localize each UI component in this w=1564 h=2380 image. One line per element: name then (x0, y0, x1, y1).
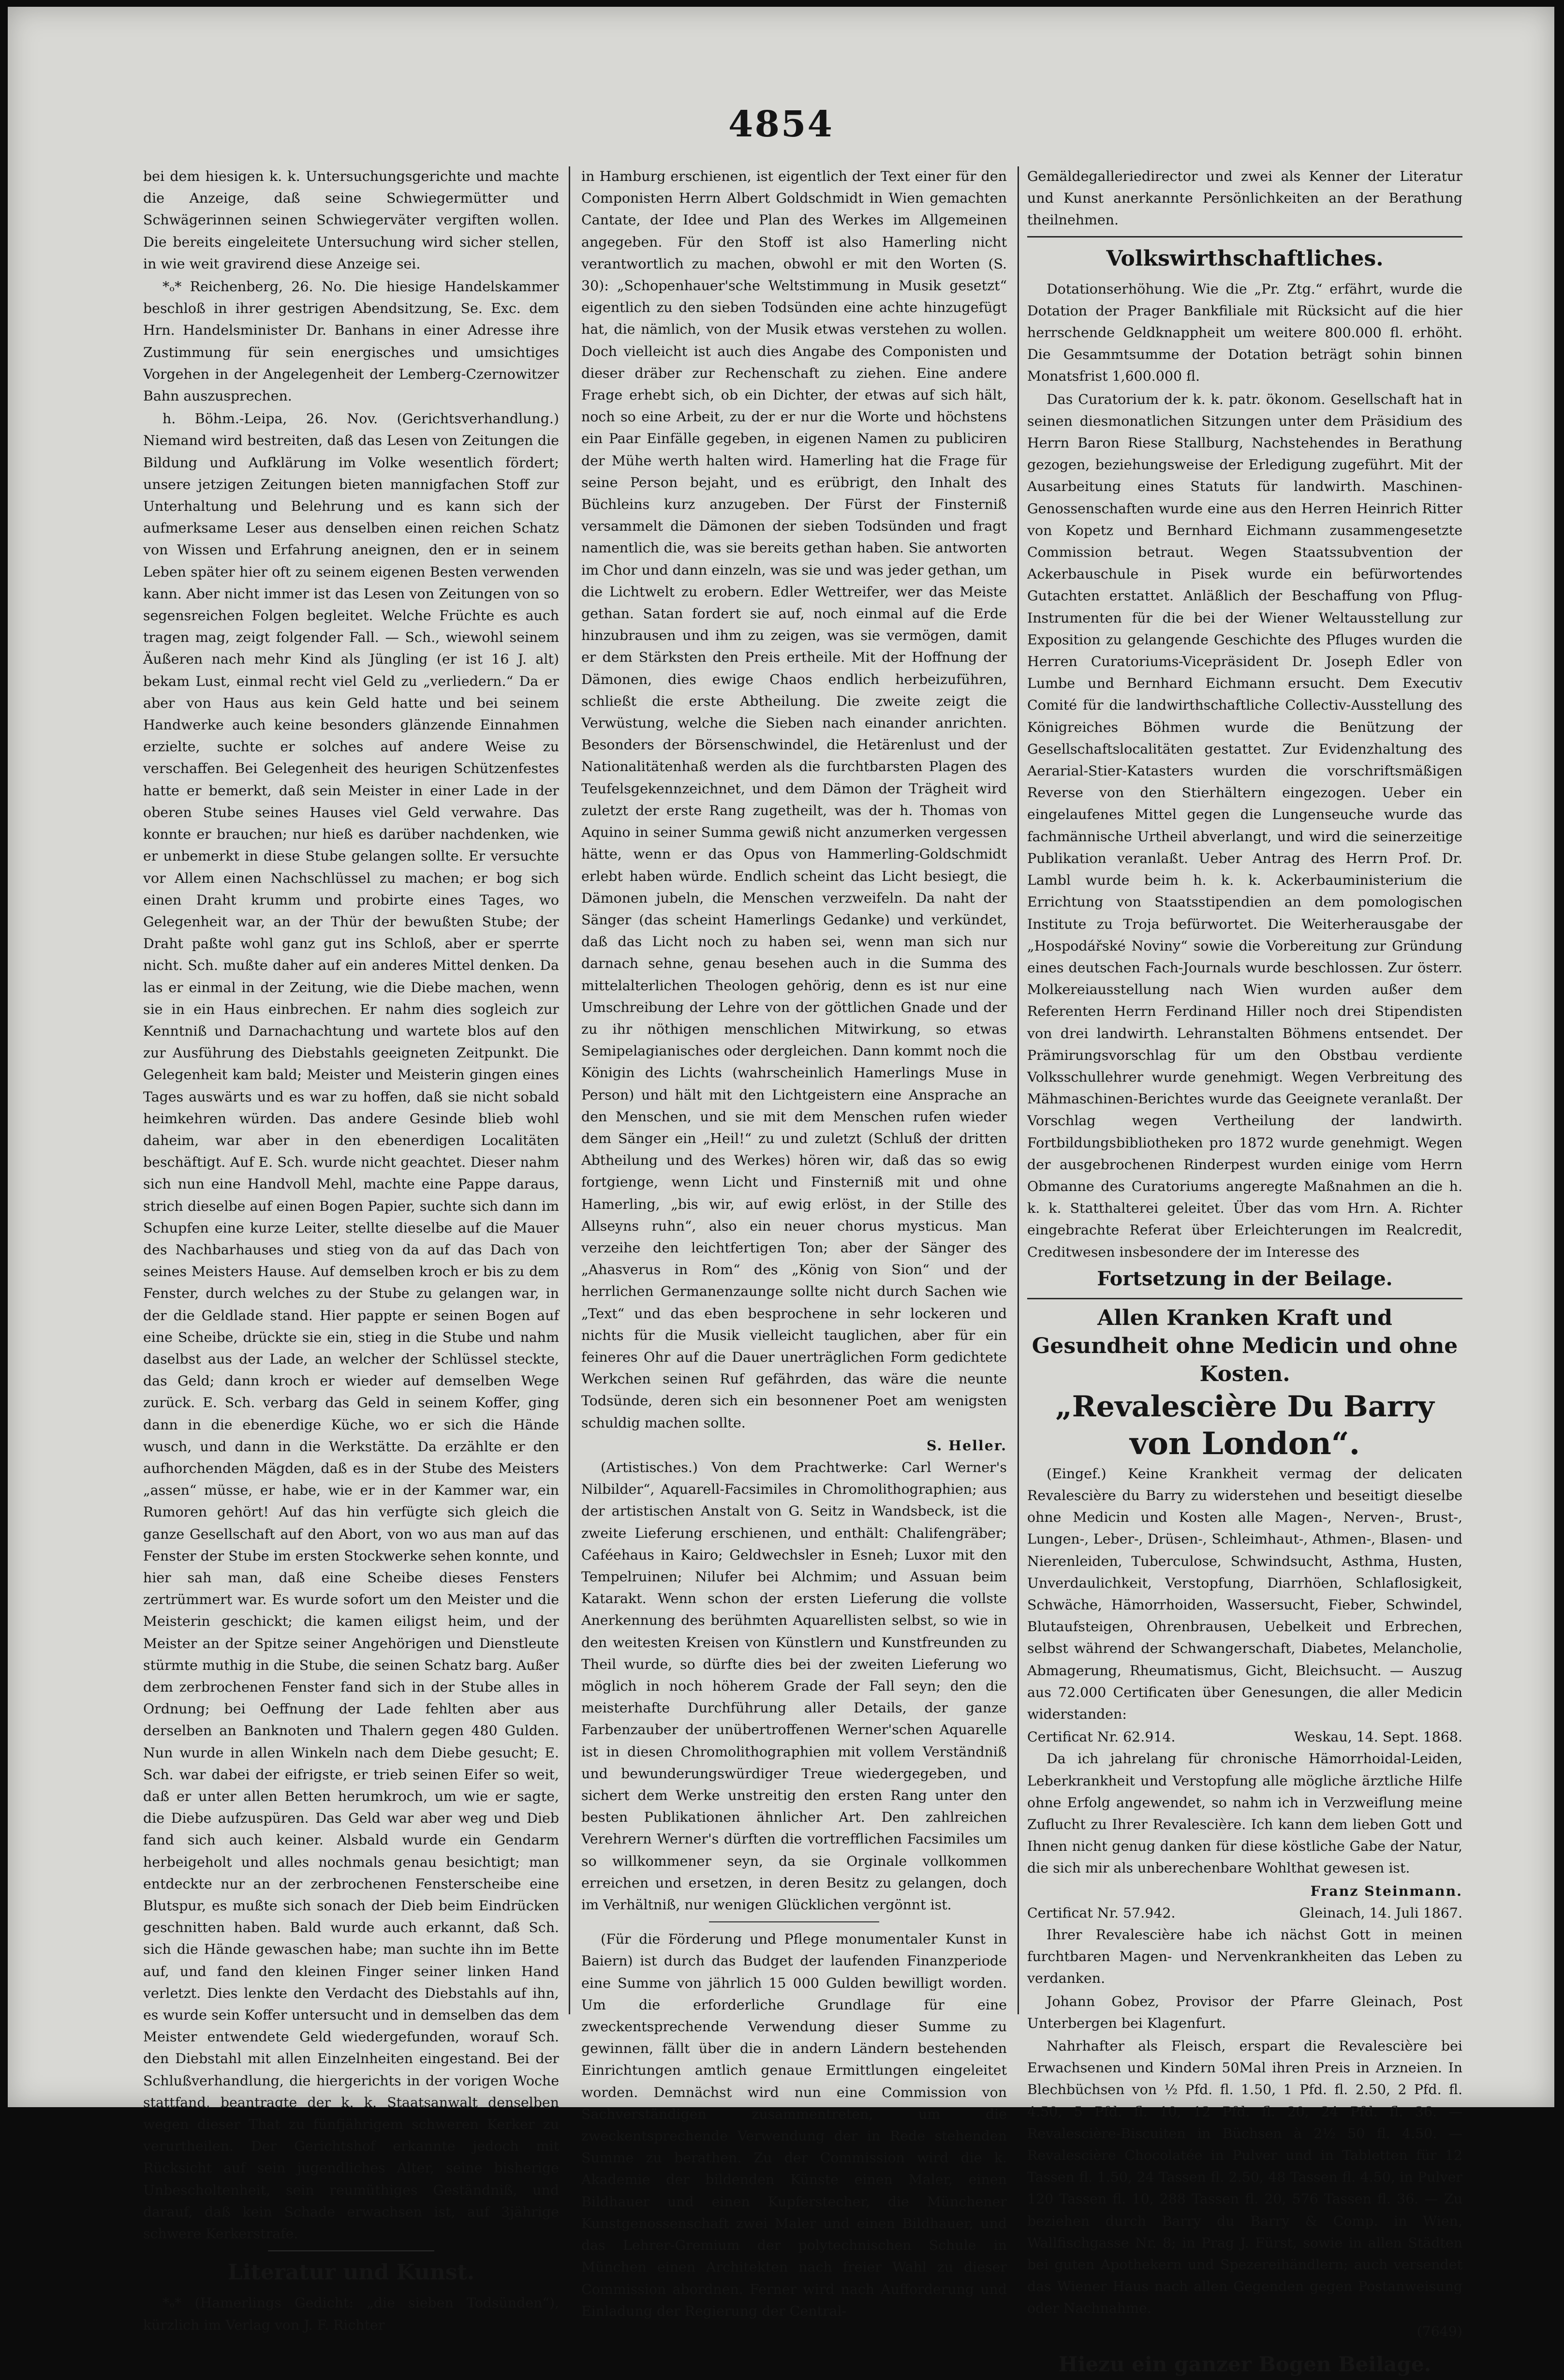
advert-title-line2: von London“. (1130, 1425, 1360, 1462)
section-divider (1027, 236, 1462, 238)
column-1 (143, 165, 559, 2333)
column-divider (569, 166, 570, 2014)
article-boehm-leipa: h. Böhm.-Leipa, 26. Nov. (Gerichtsverhandlung.) Niemand wird bestreiten, daß das Lesen von Zeitungen die Bildung und Aufklärung im Volke wesentlich fördert; unsere jetzigen Zeitungen bieten mannigfachen Stoff zur Unterhaltung und Belehrung und es kann sich der aufmerksame Leser aus denselben einen reichen Schatz von Wissen und Erfahrung aneignen, den er in seinem Leben später hier oft zu seinem eigenen Besten verwenden kann. Aber nicht immer ist das Lesen von Zeitungen von so segensreichen Folgen begleitet. Welche Früchte es auch tragen mag, zeigt folgender Fall. — Sch., wiewohl seinem Äußeren nach mehr Kind als Jüngling (er ist 16 J. alt) bekam Lust, einmal recht viel Geld zu „verliedern.“ Da er aber von Haus aus kein Geld hatte und bei seinem Handwerke auch keine besonders glänzende Einnahmen erzielte, suchte er solches auf andere Weise zu verschaffen. Bei Gelegenheit des heurigen Schützenfestes hatte er bemerkt, daß sein Meister in einer Lade in der oberen Stube seines Hauses viel Geld verwahre. Das konnte er brauchen; nur hieß es darüber nachdenken, wie er unbemerkt in diese Stube gelangen sollte. Er versuchte vor Allem einen Nachschlüssel zu machen; er bog sich einen Draht krumm und probirte eines Tages, wo Gelegenheit war, an der Thür der bewußten Stube; der Draht paßte wohl ganz gut ins Schloß, aber er sperrte nicht. Sch. mußte daher auf ein anderes Mittel denken. Da las er einmal in der Zeitung, wie die Diebe machen, wenn sie in ein Haus einbrechen. Er nahm dies sogleich zur Kenntniß und Darnachachtung und wartete blos auf den zur Ausführung des Diebstahls geeigneten Zeitpunkt. Die Gelegenheit kam bald; Meister und Meisterin gingen eines Tages auswärts und es war zu hoffen, daß sie nicht sobald heimkehren würden. Das andere Gesinde blieb wohl daheim, war aber in den ebenerdigen Localitäten beschäftigt. Auf E. Sch. wurde nicht geachtet. Dieser nahm sich nun eine Handvoll Mehl, machte eine Pappe daraus, strich dieselbe auf einen Bogen Papier, suchte sich dann im Schupfen eine kurze Leiter, stellte dieselbe auf die Mauer des Nachbarhauses und stieg von da auf das Dach von seines Meisters Hause. Auf demselben kroch er bis zu dem Fenster, durch welches zu der Stube zu gelangen war, in der die Geldlade stand. Hier pappte er seinen Bogen auf eine Scheibe, drückte sie ein, stieg in die Stube und nahm daselbst aus der Lade, an welcher der Schlüssel steckte, das Geld; dann kroch er wieder auf demselben Wege zurück. E. Sch. verbarg das Geld in seinem Koffer, ging dann in die ebenerdige Küche, wo er sich die Hände wusch, und dann in die Werkstätte. Da erzählte er den aufhorchenden Mägden, daß es in der Stube des Meisters „assen“ müsse, er habe, wie er in der Kammer war, ein Rumoren gehört! Auf das hin verfügte sich gleich die ganze Gesellschaft auf den Abort, von wo aus man auf das Fenster der Stube im ersten Stockwerke sehen konnte, und hier sah man, daß eine Scheibe dieses Fensters zertrümmert war. Es wurde sofort um den Meister und die Meisterin geschickt; die kamen eiligst heim, und der Meister an der Spitze seiner Angehörigen und Dienstleute stürmte muthig in die Stube, die seinen Schatz barg. Außer dem zerbrochenen Fenster fand sich in der Stube alles in Ordnung; bei Oeffnung der Lade fehlten aber aus derselben an Banknoten und Thalern gegen 480 Gulden. Nun wurde in allen Winkeln nach dem Diebe gesucht; E. Sch. war dabei der eifrigste, er trieb seinen Eifer so weit, daß er unter allen Betten herumkroch, um wie er sagte, die Diebe aufzuspüren. Das Geld war aber weg und Dieb fand sich auch keiner. Alsbald wurde ein Gendarm herbeigeholt und alles nochmals genau besichtigt; man entdeckte nur an der zerbrochenen Fensterscheibe eine Blutspur, es mußte sich sonach der Dieb beim Eindrücken geschnitten haben. Bald wurde auch erkannt, daß Sch. sich die Hände gewaschen habe; man suchte ihn im Bette auf, und fand den kleinen Finger seiner linken Hand verletzt. Dies lenkte den Verdacht des Diebstahls auf ihn, es wurde sein Koffer untersucht und in demselben das dem Meister entwendete Geld wiedergefunden, worauf Sch. den Diebstahl mit allen Einzelnheiten eingestand. Bei der Schlußverhandlung, die hiergerichts in der vorigen Woche stattfand, beantragte der k. k. Staatsanwalt denselben wegen dieser That zu fünfjährigem schweren Kerker zu verurtheilen. Der Gerichtshof erkannte jedoch mit Rücksicht auf sein jugendliches Alter, seine bisherige Unbescholtenheit, sein reumüthiges Geständniß, und darauf, daß kein Schade erwachsen ist, auf 3jährige schwere Kerkerstrafe. (143, 411, 559, 2242)
advert-divider (1027, 1298, 1462, 1299)
section-divider (709, 1921, 879, 1922)
certificate-place-date: Weskau, 14. Sept. 1868. (1294, 1729, 1462, 1745)
article-hamerling: *ₒ* (Hamerlings Gedicht: „die sieben Todsünden“), kürzlich im Verlag von J. F. Richter (143, 2295, 559, 2333)
column-2 (581, 165, 1007, 2319)
certificate-number: Certificat Nr. 62.914. (1027, 1729, 1176, 1745)
continuation-note: Fortsetzung in der Beilage. (1097, 1267, 1393, 1290)
certificate-place-date: Gleinach, 14. Juli 1867. (1299, 1904, 1462, 1921)
section-divider (268, 2250, 434, 2251)
article-text: Gemäldegalleriedirector und zwei als Kenner der Literatur und Kunst anerkannte Persönlichkeiten an der Berathung theilnehmen. (1027, 168, 1462, 228)
author-signature: S. Heller. (926, 1437, 1007, 1454)
article-artistisches: (Artistisches.) Von dem Prachtwerke: Carl Werner's Nilbilder“, Aquarell-Facsimiles in Chromolithographien; aus der artistischen Anstalt von G. Seitz in Wandsbeck, ist die zweite Lieferung erschienen, und enthält: Chalifengräber; Caféehaus in Kairo; Geldwechsler in Esneh; Luxor mit den Tempelruinen; Nilufer bei Alchmim; und Assuan beim Katarakt. Wenn schon der ersten Lieferung die vollste Anerkennung des berühmten Aquarellisten selbst, so wie in den weitesten Kreisen von Künstlern und Kunstfreunden zu Theil wurde, so dürfte dies bei der zweiten Lieferung wo möglich in noch höherem Grade der Fall seyn; den die meisterhafte Durchführung aller Details, der ganze Farbenzauber der unübertroffenen Werner'schen Aquarelle ist in diesen Chromolithographien mit vollem Verständniß und bewunderungswürdiger Treue wiedergegeben, und sichert dem Werke unstreitig den ersten Rang unter den besten Publikationen ähnlicher Art. Den zahlreichen Verehrern Werner's dürften die vortrefflichen Facsimiles um so willkommener seyn, da sie Orginale vollkommen erreichen und ersetzen, in deren Besitz zu gelangen, doch im Verhältniß, nur wenigen Glücklichen vergönnt ist. (581, 1459, 1007, 1913)
article-text: bei dem hiesigen k. k. Untersuchungsgerichte und machte die Anzeige, daß seine Schwiegermütter und Schwägerinnen seinen Schwiegerväter vergiften wollen. Die bereits eingeleitete Untersuchung wird sicher stellen, in wie weit gravirend diese Anzeige sei. (143, 168, 559, 272)
advert-prices: Nahrhafter als Fleisch, erspart die Revalescière bei Erwachsenen und Kindern 50Mal ihren Preis in Arzneien. In Blechbüchsen von ½ Pfd. fl. 1.50, 1 Pfd. fl. 2.50, 2 Pfd. fl. 4.50, 5 Pfd. fl. 10, 12 Pfd. fl. 20, 24 Pfd. fl. 36. — Revalescière-Biscuiten in Büchsen à 2½ 50 fl. 4.50. — Revalescière Chocolatée in Pulver und in Tabletten für 12 Tassen fl. 1.50, 24 Tassen fl. 2.50, 48 Tassen fl. 4.50, in Pulver 120 Tassen fl. 10, 288 Tassen fl. 20, 576 Tassen fl. 36. — Zu beziehen durch Barry du Barry & Comp. in Wien, Wallfischgasse Nr. 8; in Prag J. Fürst, sowie in allen Städten bei guten Apothekern und Spezereihändlern; auch versendet das Wiener Haus nach allen Gegenden gegen Postanweisung oder Nachnahme. (1027, 2038, 1462, 2317)
certificate-signature: Johann Gobez, Provisor der Pfarre Gleinach, Post Unterbergen bei Klagenfurt. (1027, 1993, 1462, 2031)
certificate-text: Ihrer Revalescière habe ich nächst Gott in meinen furchtbaren Magen- und Nervenkrankheiten das Leben zu verdanken. (1027, 1927, 1462, 1987)
article-kunst-baiern: (Für die Förderung und Pflege monumentaler Kunst in Baiern) ist durch das Budget der laufenden Finanzperiode eine Summe von jährlich 15 000 Gulden bewilligt worden. Um die erforderliche Grundlage für eine zweckentsprechende Verwendung dieser Summe zu gewinnen, fällt über die in andern Ländern bestehenden Einrichtungen amtlich genaue Ermittlungen eingeleitet worden. Demnächst wird nun eine Commission von Sachverständigen zusammentreten, um die zweckentsprechende Verwendung der in Rede stehenden Summe zu berathen. Zu der Commission wird die k. Akademie der bildenden Künste einen Maler, einen Bildhauer und einen Kupferstecher, die Münchener Kunstgenossenschaft zwei Maler und einen Bildhauer, und das Lehrer-Gremium der polytechnischen Schule in München einen Architekten nach freier Wahl zu dieser Commission abordnen. Ferner wird nach Aufforderung und Einladung der Regierung der Central- (581, 1931, 1007, 2319)
newspaper-page (8, 7, 1554, 2376)
advert-text: (Eingef.) Keine Krankheit vermag der delicaten Revalescière du Barry zu widerstehen und beseitigt dieselbe ohne Medicin und Kosten alle Magen-, Nerven-, Brust-, Lungen-, Leber-, Drüsen-, Schleimhaut-, Athmen-, Blasen- und Nierenleiden, Tuberculose, Schwindsucht, Asthma, Husten, Unverdaulichkeit, Verstopfung, Diarrhöen, Schlaflosigkeit, Schwäche, Hämorrhoiden, Wassersucht, Fieber, Schwindel, Blutaufsteigen, Ohrenbrausen, Uebelkeit und Erbrechen, selbst während der Schwangerschaft, Diabetes, Melancholie, Abmagerung, Rheumatismus, Gicht, Bleichsucht. — Auszug aus 72.000 Certificaten über Genesungen, die aller Medicin widerstanden: (1027, 1465, 1462, 1722)
article-curatorium: Das Curatorium der k. k. patr. ökonom. Gesellschaft hat in seinen diesmonatlichen Sitzungen unter dem Präsidium des Herrn Baron Riese Stallburg, Nachstehendes in Berathung gezogen, beziehungsweise der Erledigung zugeführt. Mit der Ausarbeitung eines Statuts für landwirth. Maschinen-Genossenschaften wurde eine aus den Herren Heinrich Ritter von Kopetz und Bernhard Eichmann zusammengesetzte Commission betraut. Wegen Staatssubvention der Ackerbauschule in Pisek wurde ein befürwortendes Gutachten erstattet. Anläßlich der Beschaffung von Pflug-Instrumenten für die bei der Wiener Weltausstellung zur Exposition zu gelangende Geschichte des Pfluges wurden die Herren Curatoriums-Vicepräsident Dr. Joseph Edler von Lumbe und Bernhard Eichmann ersucht. Dem Executiv Comité für die landwirthschaftliche Collectiv-Ausstellung des Königreiches Böhmen wurde die Benützung der Gesellschaftslocalitäten gestattet. Zur Evidenzhaltung des Aerarial-Stier-Katasters wurden die vorschriftsmäßigen Reverse von den Stierhältern eingezogen. Ueber ein eingelaufenes Mittel gegen die Lungenseuche wurde das fachmännische Urtheil abverlangt, und wird die seinerzeitige Publikation veranlaßt. Ueber Antrag des Herrn Prof. Dr. Lambl wurde beim h. k. k. Ackerbauministerium die Errichtung von Staatsstipendien an dem pomologischen Institute zu Troja befürwortet. Die Weiterherausgabe der „Hospodářské Noviny“ sowie die Vorbereitung zur Gründung eines deutschen Fach-Journals wurde beschlossen. Zur österr. Molkereiausstellung nach Wien wurden außer dem Referenten Herrn Ferdinand Hiller noch drei Stipendisten von drei landwirth. Lehranstalten Böhmens entsendet. Der Prämirungsvorschlag für um den Obstbau verdiente Volksschullehrer wurde genehmigt. Wegen Verbreitung des Mähmaschinen-Berichtes wurde das Geeignete veranlaßt. Der Vorschlag wegen Vertheilung der landwirth. Fortbildungsbibliotheken pro 1872 wurde genehmigt. Wegen der ausgebrochenen Rinderpest wurden einige vom Herrn Obmanne des Curatoriums angeregte Maßnahmen an die h. k. k. Statthalterei geleitet. Über das vom Hrn. A. Richter eingebrachte Referat über Erleichterungen im Realcredit, Creditwesen insbesondere der im Interesse des (1027, 391, 1462, 1260)
certificate-signature: Franz Steinmann. (1310, 1882, 1462, 1899)
supplement-note: Hiezu ein ganzer Bogen Beilage. (1058, 2352, 1431, 2376)
certificate-line (1027, 1726, 1462, 1748)
article-reichenberg: *ₒ* Reichenberg, 26. No. Die hiesige Handelskammer beschloß in ihrer gestrigen Abendsitzung, Se. Exc. dem Hrn. Handelsminister Dr. Banhans in einer Adresse ihre Zustimmung für sein energisches und umsichtiges Vorgehen in der Angelegenheit der Lemberg-Czernowitzer Bahn auszusprechen. (143, 279, 559, 404)
advert-title: „Revalescière Du Barry (1055, 1389, 1434, 1424)
section-heading-literatur: Literatur und Kunst. (227, 2260, 475, 2285)
section-heading-volkswirthschaftliches: Volkswirthschaftliches. (1106, 246, 1384, 271)
certificate-number: Certificat Nr. 57.942. (1027, 1904, 1176, 1921)
page-number: 4854 (728, 104, 834, 145)
certificate-text: Da ich jahrelang für chronische Hämorrhoidal-Leiden, Leberkrankheit und Verstopfung alle mögliche ärztliche Hilfe ohne Erfolg angewendet, so nahm ich in Verzweiflung meine Zuflucht zu Ihrer Revalescière. Ich kann dem lieben Gott und Ihnen nicht genug danken für diese köstliche Gabe der Natur, die sich mir als unberechenbare Wohlthat gewesen ist. (1027, 1751, 1462, 1876)
certificate-line (1027, 1902, 1462, 1924)
column-divider (1018, 166, 1019, 2014)
advert-headline: Allen Kranken Kraft und Gesundheit ohne Medicin und ohne Kosten. (1032, 1305, 1458, 1386)
article-text: in Hamburg erschienen, ist eigentlich der Text einer für den Componisten Herrn Albert Goldschmidt in Wien gemachten Cantate, der Idee und Plan des Werkes im Allgemeinen angegeben. Für den Stoff ist also Hamerling nicht verantwortlich zu machen, obwohl er mit den Worten (S. 30): „Schopenhauer'sche Weltstimmung in Musik gesetzt“ eigentlich zu den sieben Todsünden eine achte hinzugefügt hat, die nämlich, von der Musik etwas verstehen zu wollen. Doch vielleicht ist auch dies Angabe des Componisten und dieser dräber zur Rechenschaft zu ziehen. Eine andere Frage erhebt sich, ob ein Dichter, der etwas auf sich hält, noch so eine Arbeit, zu der er nur die Worte und höchstens ein Paar Einfälle gegeben, in eigenen Namen zu publiciren der Mühe werth halten wird. Hamerling hat die Frage für seine Person bejaht, und es erübrigt, den Inhalt des Büchleins kurz anzugeben. Der Fürst der Finsterniß versammelt die Dämonen der sieben Todsünden und fragt namentlich die, was sie bereits gethan haben. Sie antworten im Chor und dann einzeln, was sie und was jeder gethan, um die Lichtwelt zu erobern. Edler Wettreifer, wer das Meiste gethan. Satan fordert sie auf, noch einmal auf die Erde hinzubrausen und ihm zu zeigen, was sie vermögen, damit er dem Stärksten den Preis ertheile. Mit der Hoffnung der Dämonen, dies ewige Chaos endlich herbeizuführen, schließt die erste Abtheilung. Die zweite zeigt die Verwüstung, welche die Sieben nach einander anrichten. Besonders der Börsenschwindel, die Hetärenlust und der Nationalitätenhaß werden als die furchtbarsten Plagen des Teufelsgekennzeichnet, und dem Dämon der Trägheit wird zuletzt der erste Rang zugetheilt, was der h. Thomas von Aquino in seiner Summa gewiß nicht anzumerken vergessen hätte, wenn er das Opus von Hammerling-Goldschmidt erlebt haben würde. Endlich scheint das Licht besiegt, die Dämonen jubeln, die Menschen verzweifeln. Da naht der Sänger (das scheint Hamerlings Gedanke) und verkündet, daß das Licht noch zu haben sei, wenn man sich nur darnach sehne, genau besehen auch in die Summa des mittelalterlichen Theologen gehörig, denn es ist nur eine Umschreibung der Lehre von der göttlichen Gnade und der zu ihr nöthigen menschlichen Mitwirkung, so etwas Semipelagianisches oder dergleichen. Dann kommt noch die Königin des Lichts (wahrscheinlich Hamerlings Muse in Person) und hält mit den Lichtgeistern eine Ansprache an den Menschen, und sie mit dem Menschen rufen wieder dem Sänger ein „Heil!“ zu und zuletzt (Schluß der dritten Abtheilung und des Werkes) hören wir, daß das so ewig fortgienge, wenn Licht und Finsterniß mit und ohne Hamerling, „bis wir, auf ewig erlöst, in der Stille des Allseyns ruhn“, also ein neuer chorus mysticus. Man verzeihe den leichtfertigen Ton; aber der Sänger des „Ahasverus in Rom“ des „König von Sion“ und der herrlichen Germanenzaunge sollte nicht durch Sachen wie „Text“ und das eben besprochene in sehr lockeren und nichts für die Musik vielleicht tauglichen, aber für ein feineres Ohr auf die Dauer unerträglichen Form gedichtete Werkchen seinen Ruf gefährden, das wäre die neunte Todsünde, deren sich ein besonnener Poet am wenigsten schuldig machen sollte. (581, 168, 1007, 1431)
column-3 (1027, 165, 1462, 2376)
article-dotation: Dotationserhöhung. Wie die „Pr. Ztg.“ erfährt, wurde die Dotation der Prager Bankfiliale mit Rücksicht auf die hier herrschende Geldknappheit um weitere 800.000 fl. erhöht. Die Gesammtsumme der Dotation beträgt sohin binnen Monatsfrist 1,600.000 fl. (1027, 281, 1462, 385)
advert-reference: (7649) (1416, 2323, 1462, 2339)
